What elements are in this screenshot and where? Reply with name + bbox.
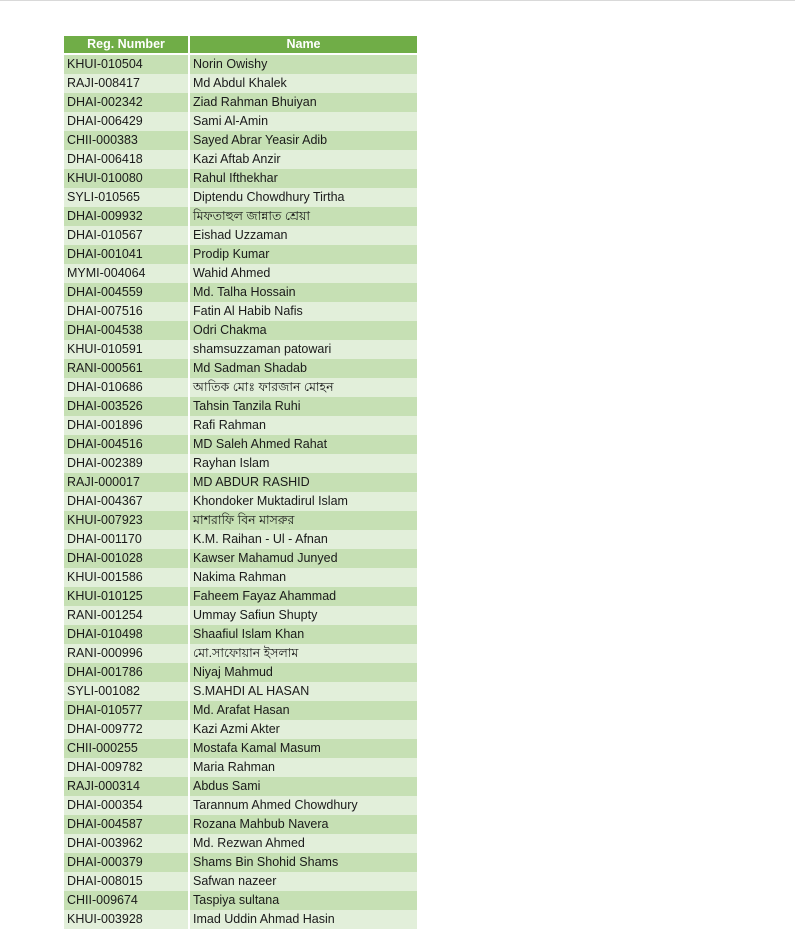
name-cell[interactable]: Maria Rahman [190, 758, 417, 777]
name-cell[interactable]: Md. Talha Hossain [190, 283, 417, 302]
name-cell[interactable]: Kawser Mahamud Junyed [190, 549, 417, 568]
column-header-reg-number[interactable]: Reg. Number [64, 36, 188, 53]
reg-number-cell[interactable]: KHUI-003928 [64, 910, 188, 929]
reg-number-cell[interactable]: DHAI-009932 [64, 207, 188, 226]
name-cell[interactable]: S.MAHDI AL HASAN [190, 682, 417, 701]
reg-number-cell[interactable]: RANI-000996 [64, 644, 188, 663]
table-row [64, 758, 417, 777]
reg-number-cell[interactable]: DHAI-004538 [64, 321, 188, 340]
name-cell[interactable]: Khondoker Muktadirul Islam [190, 492, 417, 511]
reg-number-cell[interactable]: DHAI-001896 [64, 416, 188, 435]
reg-number-cell[interactable]: CHII-000255 [64, 739, 188, 758]
table-row [64, 226, 417, 245]
reg-number-cell[interactable]: DHAI-004367 [64, 492, 188, 511]
table-row [64, 606, 417, 625]
name-cell[interactable]: Sayed Abrar Yeasir Adib [190, 131, 417, 150]
name-cell[interactable]: Shams Bin Shohid Shams [190, 853, 417, 872]
table-row [64, 435, 417, 454]
table-row [64, 511, 417, 530]
name-cell[interactable]: Rahul Ifthekhar [190, 169, 417, 188]
table-row [64, 853, 417, 872]
reg-number-cell[interactable]: DHAI-003962 [64, 834, 188, 853]
table-row [64, 834, 417, 853]
top-divider [0, 0, 795, 1]
reg-number-cell[interactable]: DHAI-004587 [64, 815, 188, 834]
table-row [64, 359, 417, 378]
name-cell[interactable]: Faheem Fayaz Ahammad [190, 587, 417, 606]
name-cell[interactable]: Kazi Aftab Anzir [190, 150, 417, 169]
reg-number-cell[interactable]: KHUI-001586 [64, 568, 188, 587]
name-cell[interactable]: আতিক মোঃ ফারজান মোহন [190, 378, 417, 397]
registration-table [64, 36, 417, 929]
table-row [64, 815, 417, 834]
table-row [64, 492, 417, 511]
name-cell[interactable]: Imad Uddin Ahmad Hasin [190, 910, 417, 929]
table-row [64, 93, 417, 112]
reg-number-cell[interactable]: DHAI-007516 [64, 302, 188, 321]
name-cell[interactable]: Sami Al-Amin [190, 112, 417, 131]
table-row [64, 454, 417, 473]
name-cell[interactable]: Diptendu Chowdhury Tirtha [190, 188, 417, 207]
reg-number-cell[interactable]: RAJI-008417 [64, 74, 188, 93]
reg-number-cell[interactable]: MYMI-004064 [64, 264, 188, 283]
reg-number-cell[interactable]: CHII-000383 [64, 131, 188, 150]
table-row [64, 473, 417, 492]
name-cell[interactable]: Niyaj Mahmud [190, 663, 417, 682]
reg-number-cell[interactable]: DHAI-010686 [64, 378, 188, 397]
name-cell[interactable]: Wahid Ahmed [190, 264, 417, 283]
name-cell[interactable]: Taspiya sultana [190, 891, 417, 910]
table-row [64, 321, 417, 340]
table-row [64, 74, 417, 93]
table-row [64, 302, 417, 321]
reg-number-cell[interactable]: KHUI-010080 [64, 169, 188, 188]
reg-number-cell[interactable]: KHUI-010504 [64, 55, 188, 74]
reg-number-cell[interactable]: DHAI-004559 [64, 283, 188, 302]
reg-number-cell[interactable]: DHAI-009772 [64, 720, 188, 739]
table-row [64, 340, 417, 359]
reg-number-cell[interactable]: RANI-000561 [64, 359, 188, 378]
name-cell[interactable]: Fatin Al Habib Nafis [190, 302, 417, 321]
reg-number-cell[interactable]: DHAI-008015 [64, 872, 188, 891]
table-row [64, 796, 417, 815]
name-cell[interactable]: মাশরাফি বিন মাসরুর [190, 511, 417, 530]
table-row [64, 644, 417, 663]
reg-number-cell[interactable]: DHAI-001041 [64, 245, 188, 264]
table-row [64, 739, 417, 758]
table-row [64, 131, 417, 150]
table-row [64, 682, 417, 701]
name-cell[interactable]: Md Sadman Shadab [190, 359, 417, 378]
reg-number-cell[interactable]: DHAI-000379 [64, 853, 188, 872]
table-row [64, 530, 417, 549]
table-header-row [64, 36, 417, 55]
reg-number-cell[interactable]: DHAI-004516 [64, 435, 188, 454]
reg-number-cell[interactable]: DHAI-002389 [64, 454, 188, 473]
reg-number-cell[interactable]: KHUI-007923 [64, 511, 188, 530]
reg-number-cell[interactable]: RANI-001254 [64, 606, 188, 625]
reg-number-cell[interactable]: SYLI-010565 [64, 188, 188, 207]
table-row [64, 150, 417, 169]
name-cell[interactable]: Tahsin Tanzila Ruhi [190, 397, 417, 416]
reg-number-cell[interactable]: DHAI-000354 [64, 796, 188, 815]
name-cell[interactable]: Norin Owishy [190, 55, 417, 74]
table-row [64, 416, 417, 435]
reg-number-cell[interactable]: DHAI-002342 [64, 93, 188, 112]
reg-number-cell[interactable]: DHAI-003526 [64, 397, 188, 416]
reg-number-cell[interactable]: DHAI-001028 [64, 549, 188, 568]
reg-number-cell[interactable]: DHAI-006429 [64, 112, 188, 131]
name-cell[interactable]: Md. Arafat Hasan [190, 701, 417, 720]
table-row [64, 112, 417, 131]
name-cell[interactable]: Safwan nazeer [190, 872, 417, 891]
table-row [64, 701, 417, 720]
name-cell[interactable]: Tarannum Ahmed Chowdhury [190, 796, 417, 815]
reg-number-cell[interactable]: DHAI-010577 [64, 701, 188, 720]
name-cell[interactable]: Mostafa Kamal Masum [190, 739, 417, 758]
reg-number-cell[interactable]: DHAI-006418 [64, 150, 188, 169]
table-row [64, 397, 417, 416]
table-row [64, 625, 417, 644]
name-cell[interactable]: Kazi Azmi Akter [190, 720, 417, 739]
reg-number-cell[interactable]: CHII-009674 [64, 891, 188, 910]
name-cell[interactable]: MD Saleh Ahmed Rahat [190, 435, 417, 454]
table-row [64, 777, 417, 796]
table-row [64, 264, 417, 283]
reg-number-cell[interactable]: KHUI-010591 [64, 340, 188, 359]
reg-number-cell[interactable]: KHUI-010125 [64, 587, 188, 606]
table-row [64, 245, 417, 264]
table-row [64, 910, 417, 929]
table-row [64, 720, 417, 739]
name-cell[interactable]: Abdus Sami [190, 777, 417, 796]
table-row [64, 891, 417, 910]
name-cell[interactable]: Prodip Kumar [190, 245, 417, 264]
name-cell[interactable]: Ziad Rahman Bhuiyan [190, 93, 417, 112]
reg-number-cell[interactable]: DHAI-010567 [64, 226, 188, 245]
table-row [64, 568, 417, 587]
name-cell[interactable]: মো.সাফোয়ান ইসলাম [190, 644, 417, 663]
name-cell[interactable]: Nakima Rahman [190, 568, 417, 587]
name-cell[interactable]: MD ABDUR RASHID [190, 473, 417, 492]
table-row [64, 188, 417, 207]
table-row [64, 283, 417, 302]
reg-number-cell[interactable]: DHAI-010498 [64, 625, 188, 644]
name-cell[interactable]: K.M. Raihan - Ul - Afnan [190, 530, 417, 549]
table-row [64, 587, 417, 606]
table-row [64, 663, 417, 682]
table-row [64, 378, 417, 397]
reg-number-cell[interactable]: SYLI-001082 [64, 682, 188, 701]
reg-number-cell[interactable]: RAJI-000314 [64, 777, 188, 796]
reg-number-cell[interactable]: DHAI-001170 [64, 530, 188, 549]
name-cell[interactable]: Rayhan Islam [190, 454, 417, 473]
table-row [64, 169, 417, 188]
reg-number-cell[interactable]: DHAI-001786 [64, 663, 188, 682]
name-cell[interactable]: Odri Chakma [190, 321, 417, 340]
table-row [64, 549, 417, 568]
name-cell[interactable]: Shaafiul Islam Khan [190, 625, 417, 644]
table-row [64, 872, 417, 891]
reg-number-cell[interactable]: RAJI-000017 [64, 473, 188, 492]
name-cell[interactable]: Ummay Safiun Shupty [190, 606, 417, 625]
name-cell[interactable]: Md Abdul Khalek [190, 74, 417, 93]
name-cell[interactable]: Rafi Rahman [190, 416, 417, 435]
table-row [64, 207, 417, 226]
table-body [64, 55, 417, 929]
name-cell[interactable]: shamsuzzaman patowari [190, 340, 417, 359]
name-cell[interactable]: মিফতাহুল জান্নাত শ্রেয়া [190, 207, 417, 226]
name-cell[interactable]: Rozana Mahbub Navera [190, 815, 417, 834]
reg-number-cell[interactable]: DHAI-009782 [64, 758, 188, 777]
name-cell[interactable]: Eishad Uzzaman [190, 226, 417, 245]
name-cell[interactable]: Md. Rezwan Ahmed [190, 834, 417, 853]
table-row [64, 55, 417, 74]
column-header-name[interactable]: Name [190, 36, 417, 53]
